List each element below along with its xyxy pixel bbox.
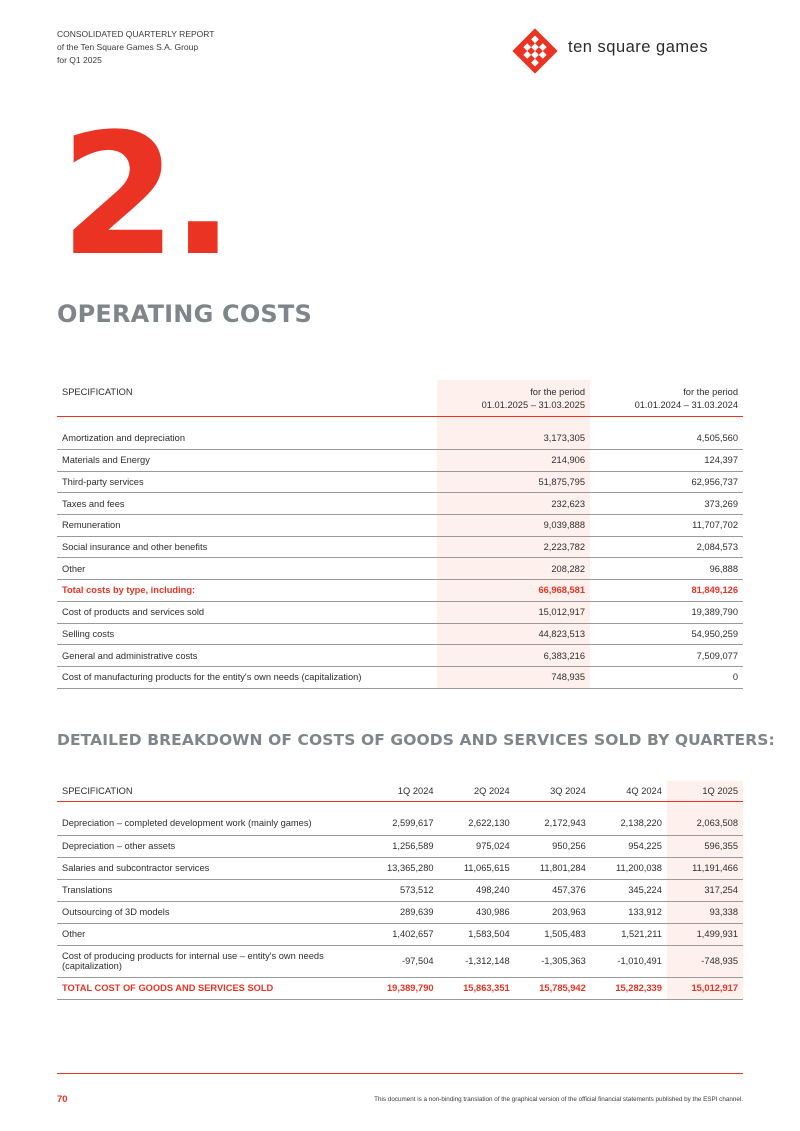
table-row: Selling costs 44,823,513 54,950,259 xyxy=(57,623,743,645)
table-row: Third-party services 51,875,795 62,956,737 xyxy=(57,471,743,493)
report-header-line1: CONSOLIDATED QUARTERLY REPORT xyxy=(57,29,215,39)
logo-wordmark: ten square games xyxy=(568,38,709,56)
table-row: Cost of products and services sold 15,012,917 19,389,790 xyxy=(57,601,743,623)
footer-divider xyxy=(57,1073,743,1074)
table-row: Amortization and depreciation 3,173,305 4,505,560 xyxy=(57,417,743,450)
table-row: Remuneration 9,039,888 11,707,702 xyxy=(57,515,743,537)
table-row: Translations 573,512 498,240 457,376 345,224 317,254 xyxy=(57,879,743,901)
table-row: General and administrative costs 6,383,216 7,509,077 xyxy=(57,645,743,667)
total-row: Total costs by type, including: 66,968,581 81,849,126 xyxy=(57,580,743,602)
q1-2025-header: 1Q 2025 xyxy=(667,781,743,801)
footer-disclaimer: This document is a non-binding translation of the graphical version of the official financial statements published by the ESPI channel. xyxy=(374,1096,743,1103)
table-row: Other 1,402,657 1,583,504 1,505,483 1,521,211 1,499,931 xyxy=(57,923,743,945)
spec-header: SPECIFICATION xyxy=(57,781,362,801)
period-2024-header: for the period 01.01.2024 – 31.03.2024 xyxy=(590,380,743,417)
section-number: 2. xyxy=(60,97,229,293)
period-2025-header: for the period 01.01.2025 – 31.03.2025 xyxy=(437,380,590,417)
page-number: 70 xyxy=(57,1094,68,1105)
breakdown-title: DETAILED BREAKDOWN OF COSTS OF GOODS AND SERVICES SOLD BY QUARTERS: xyxy=(57,731,775,749)
table-row: Outsourcing of 3D models 289,639 430,986 203,963 133,912 93,338 xyxy=(57,901,743,923)
operating-costs-table xyxy=(57,380,743,689)
table-row: Depreciation – completed development work (mainly games) 2,599,617 2,622,130 2,172,943 2,138,220 2,063,508 xyxy=(57,801,743,835)
q1-2024-header: 1Q 2024 xyxy=(362,781,438,801)
checkered-diamond-logo-icon xyxy=(511,27,559,75)
q3-2024-header: 3Q 2024 xyxy=(515,781,591,801)
table-row: Cost of manufacturing products for the entity's own needs (capitalization) 748,935 0 xyxy=(57,666,743,688)
table-row: Salaries and subcontractor services 13,365,280 11,065,615 11,801,284 11,200,038 11,191,466 xyxy=(57,857,743,879)
table-row: Depreciation – other assets 1,256,589 975,024 950,256 954,225 596,355 xyxy=(57,835,743,857)
q4-2024-header: 4Q 2024 xyxy=(591,781,667,801)
spec-header: SPECIFICATION xyxy=(57,380,437,417)
total-row: TOTAL COST OF GOODS AND SERVICES SOLD 19,389,790 15,863,351 15,785,942 15,282,339 15,012,917 xyxy=(57,977,743,999)
table-row: Social insurance and other benefits 2,223,782 2,084,573 xyxy=(57,536,743,558)
table-row: Taxes and fees 232,623 373,269 xyxy=(57,493,743,515)
report-header-line3: for Q1 2025 xyxy=(57,55,102,65)
table-header-row xyxy=(57,781,743,801)
table-row: Cost of producing products for internal use – entity's own needs (capitalization) -97,504 -1,312,148 -1,305,363 -1,010,491 -748,935 xyxy=(57,945,743,977)
table-row: Other 208,282 96,888 xyxy=(57,558,743,580)
q2-2024-header: 2Q 2024 xyxy=(439,781,515,801)
table-row: Materials and Energy 214,906 124,397 xyxy=(57,450,743,472)
report-header-line2: of the Ten Square Games S.A. Group xyxy=(57,42,199,52)
cogs-breakdown-table xyxy=(57,781,743,1000)
report-header xyxy=(57,28,214,67)
section-title: OPERATING COSTS xyxy=(57,300,312,328)
table-header-row xyxy=(57,380,743,417)
company-logo xyxy=(511,27,747,75)
